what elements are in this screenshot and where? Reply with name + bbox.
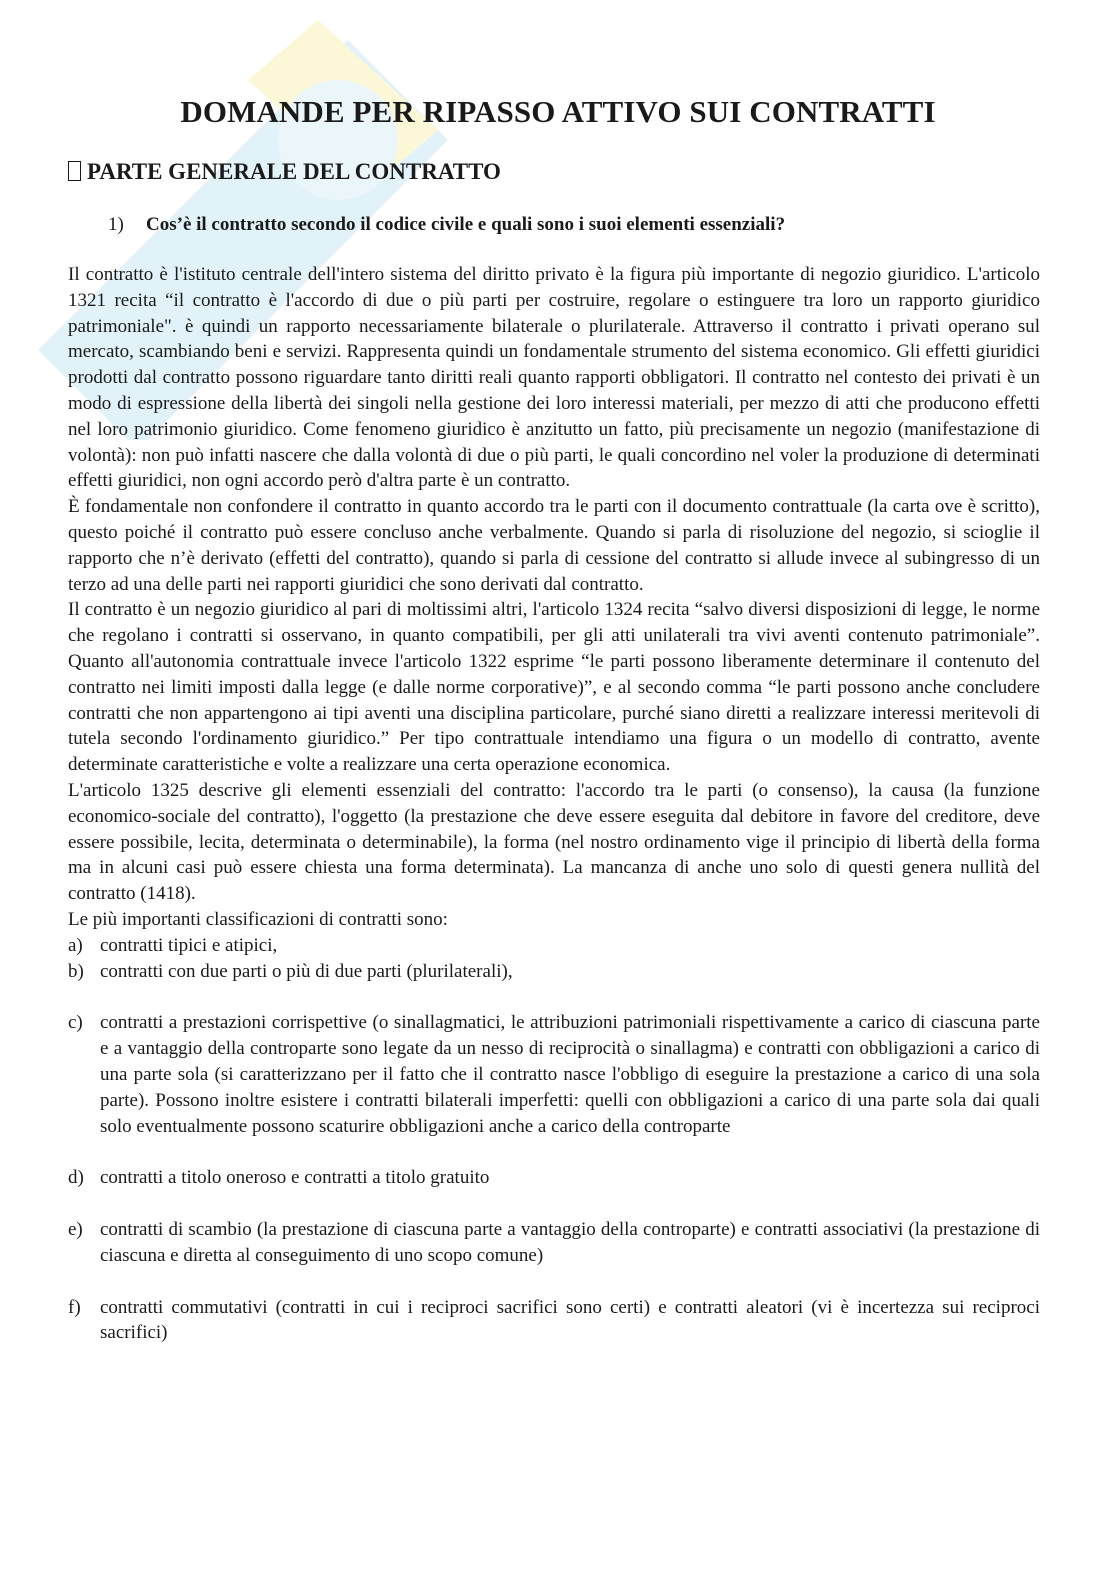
paragraph: Le più importanti classificazioni di contratti sono:: [68, 908, 448, 930]
list-item-text: contratti tipici e atipici,: [100, 934, 278, 956]
paragraph: Il contratto è un negozio giuridico al pari di moltissimi altri, l'articolo 1324 recita “salvo diversi disposizioni di legge, le norme che regolano i contratti si osservano, in quanto compatibili, per gli atti unilaterali tra vivi aventi contenuto patrimoniale”. Quanto all'autonomia contrattuale invece l'articolo 1322 esprime “le parti possono liberamente determinare il contenuto del contratto nei limiti imposti dalla legge (e dalle norme corporative)”, e al secondo comma “le parti possono anche concludere contratti che non appartengono ai tipi aventi una disciplina particolare, purché siano diretti a realizzare interessi meritevoli di tutela secondo l'ordinamento giuridico.” Per tipo contrattuale intendiamo una figura o un modello di contratto, avente determinate caratteristiche e volte a realizzare una certa operazione economica.: [68, 599, 1040, 776]
list-marker: e): [68, 1219, 83, 1241]
list-marker: f): [68, 1296, 81, 1318]
paragraph: Il contratto è l'istituto centrale dell'intero sistema del diritto privato è la figura più importante di negozio giuridico. L'articolo 1321 recita “il contratto è l'accordo di due o più parti per costruire, regolare o estinguere tra loro un rapporto giuridico patrimoniale". è quindi un rapporto necessariamente bilaterale o plurilaterale. Attraverso il contratto i privati operano sul mercato, scambiando beni e servizi. Rappresenta quindi un fondamentale strumento del sistema economico. Gli effetti giuridici prodotti dal contratto possono riguardare tanto diritti reali quanto rapporti obbligatori. Il contratto nel contesto dei privati è un modo di espressione della libertà dei singoli nella gestione dei loro interessi materiali, per mezzo di atti che producono effetti nel loro patrimonio giuridico. Come fenomeno giuridico è anzitutto un fatto, più precisamente un negozio (manifestazione di volontà): non può infatti nascere che dalla volontà di due o più parti, le quali concordino nel voler la produzione di determinati effetti giuridici, non ogni accordo però d'altra parte è un contratto.: [68, 264, 1040, 492]
list-marker: c): [68, 1012, 83, 1034]
list-marker: d): [68, 1167, 84, 1189]
page-title: DOMANDE PER RIPASSO ATTIVO SUI CONTRATTI: [180, 94, 936, 129]
question-number: 1): [108, 214, 124, 235]
list-item: [68, 1010, 1040, 1139]
question-heading: [108, 214, 785, 236]
list-item-text: contratti a prestazioni corrispettive (o sinallagmatici, le attribuzioni patrimoniali rispettivamente a carico di ciascuna parte e a vantaggio della controparte sono legate da un nesso di reciprocità o sinallagma) e contratti con obbligazioni a carico di una parte sola (si caratterizzano per il fatto che il contratto nasce l'obbligo di eseguire la prestazione a carico di una sola parte). Possono inoltre esistere i contratti bilaterali imperfetti: quelli con obbligazioni a carico di una parte sola dai quali solo eventualmente possono scaturire obbligazioni anche a carico della controparte: [100, 1012, 1040, 1137]
list-item-text: contratti di scambio (la prestazione di ciascuna parte a vantaggio della controparte) e contratti associativi (la prestazione di ciascuna e diretta al conseguimento di uno scopo comune): [100, 1219, 1040, 1266]
paragraph: L'articolo 1325 descrive gli elementi essenziali del contratto: l'accordo tra le parti (o consenso), la causa (la funzione economico-sociale del contratto), l'oggetto (la prestazione che deve essere eseguita dal debitore in favore del creditore, deve essere possibile, lecita, determinata o determinabile), la forma (nel nostro ordinamento vige il principio di libertà della forma ma in alcuni casi può essere chiesta una forma determinata). La mancanza di anche uno solo di questi genera nullità del contratto (1418).: [68, 779, 1040, 905]
section-heading-text: PARTE GENERALE DEL CONTRATTO: [87, 159, 501, 184]
document-body: [68, 262, 1040, 1346]
list-item-text: contratti a titolo oneroso e contratti a titolo gratuito: [100, 1167, 490, 1189]
list-item: [68, 1217, 1040, 1269]
list-item: [68, 933, 1040, 959]
classification-list: [68, 933, 1040, 1347]
list-item: [68, 959, 1040, 985]
paragraph: È fondamentale non confondere il contratto in quanto accordo tra le parti con il documento contrattuale (la carta ove è scritto), questo poiché il contratto può essere concluso anche verbalmente. Quando si parla di risoluzione del negozio, si scioglie il rapporto che n’è derivato (effetti del contratto), quando si parla di cessione del contratto si allude invece al subingresso di un terzo ad una delle parti nei rapporti giuridici che sono derivati dal contratto.: [68, 496, 1040, 595]
question-text: Cos’è il contratto secondo il codice civile e quali sono i suoi elementi essenziali?: [146, 214, 786, 235]
list-item: [68, 1165, 1040, 1191]
list-marker: a): [68, 934, 83, 956]
list-item-text: contratti con due parti o più di due parti (plurilaterali),: [100, 960, 513, 982]
section-heading: [68, 159, 501, 185]
list-item-text: contratti commutativi (contratti in cui i reciproci sacrifici sono certi) e contratti aleatori (vi è incertezza sui reciproci sacrifici): [100, 1296, 1040, 1344]
missing-glyph-icon: [68, 161, 81, 181]
list-marker: b): [68, 960, 84, 982]
list-item: [68, 1295, 1040, 1347]
